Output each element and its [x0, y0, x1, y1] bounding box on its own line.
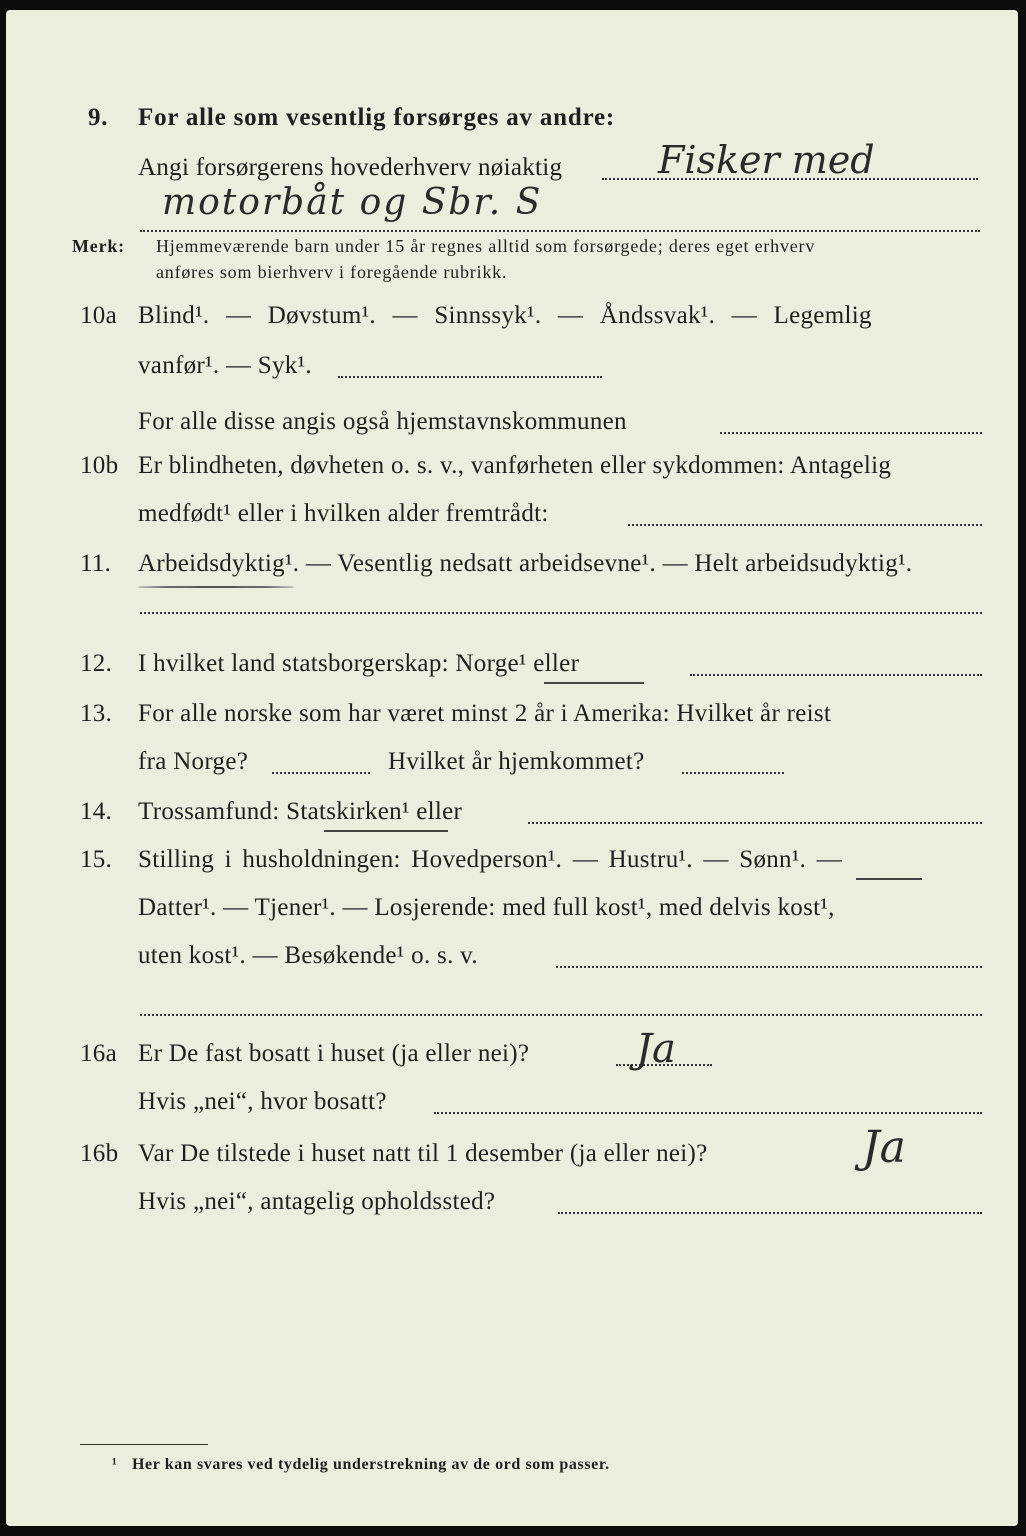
footnote-rule — [80, 1444, 208, 1445]
q11-number: 11. — [80, 550, 112, 577]
census-form-page — [6, 10, 1018, 1526]
q15-number: 15. — [80, 846, 113, 873]
q9-handwritten-answer-1: Fisker med — [658, 138, 875, 182]
footnote-marker: ¹ — [112, 1456, 118, 1473]
q14-line-1: Trossamfund: Statskirken¹ eller — [138, 798, 463, 825]
q10a-line-2: vanfør¹. — Syk¹. — [138, 352, 312, 379]
merk-line-2: anføres som bierhverv i foregående rubrikk. — [156, 262, 508, 282]
q10a-line-1: Blind¹. — Døvstum¹. — Sinnssyk¹. — Åndssvak¹. — Legemlig — [138, 302, 872, 329]
q12-underline-norge — [544, 682, 644, 684]
q9-prompt: Angi forsørgerens hovederhverv nøiaktig — [138, 154, 563, 181]
q9-answer-line-2 — [140, 230, 980, 232]
q13-line-2a: fra Norge? — [138, 748, 249, 775]
q12-number: 12. — [80, 650, 113, 677]
q16b-line-2: Hvis „nei“, antagelig opholdssted? — [138, 1188, 496, 1215]
q10a-number: 10a — [80, 302, 117, 329]
merk-label: Merk: — [72, 236, 125, 256]
q16b-line-1: Var De tilstede i huset natt til 1 desember (ja eller nei)? — [138, 1140, 708, 1167]
q15-line-2: Datter¹. — Tjener¹. — Losjerende: med full kost¹, med delvis kost¹, — [138, 894, 835, 921]
q16a-number: 16a — [80, 1040, 117, 1067]
q13-line-2b: Hvilket år hjemkommet? — [388, 748, 645, 775]
footnote-text: Her kan svares ved tydelig understrekning av de ord som passer. — [132, 1456, 610, 1473]
q10b-line-2: medfødt¹ eller i hvilken alder fremtrådt: — [138, 500, 549, 527]
q15-answer-line — [556, 966, 982, 968]
q15-extra-line — [140, 1014, 982, 1016]
q10a-line-3: For alle disse angis også hjemstavnskommunen — [138, 408, 627, 435]
footnote — [112, 1456, 610, 1474]
q15-underline-sonn — [856, 878, 922, 880]
q12-line-1: I hvilket land statsborgerskap: Norge¹ eller — [138, 650, 580, 677]
q10b-answer-line — [628, 524, 982, 526]
q9-number: 9. — [88, 104, 109, 131]
q10b-line-1: Er blindheten, døvheten o. s. v., vanførheten eller sykdommen: Antagelig — [138, 452, 892, 479]
q11-line-1: Arbeidsdyktig¹. — Vesentlig nedsatt arbeidsevne¹. — Helt arbeidsudyktig¹. — [138, 550, 913, 577]
merk-line-1: Hjemmeværende barn under 15 år regnes alltid som forsørgede; deres eget erhverv — [156, 236, 816, 256]
q16a-line-1: Er De fast bosatt i huset (ja eller nei)? — [138, 1040, 530, 1067]
q9-heading: For alle som vesentlig forsørges av andre: — [138, 104, 616, 131]
q13-line-1: For alle norske som har været minst 2 år i Amerika: Hvilket år reist — [138, 700, 832, 727]
q12-answer-line — [690, 674, 982, 676]
q16b-handwritten-answer: Ja — [862, 1122, 906, 1173]
q14-underline-statskirken — [324, 830, 448, 832]
q13-number: 13. — [80, 700, 113, 727]
q9-handwritten-answer-2: motorbåt og Sbr. S — [162, 182, 543, 223]
q11-underline-arbeidsdyktig — [138, 586, 294, 588]
q14-number: 14. — [80, 798, 113, 825]
q16a-where-line — [434, 1112, 982, 1114]
q16a-handwritten-answer: Ja — [636, 1026, 676, 1072]
q10a-sick-line — [338, 376, 602, 378]
q10a-municipality-line — [720, 432, 982, 434]
q16a-line-2: Hvis „nei“, hvor bosatt? — [138, 1088, 387, 1115]
q11-extra-line — [140, 612, 982, 614]
q16b-number: 16b — [80, 1140, 119, 1167]
q15-line-1: Stilling i husholdningen: Hovedperson¹. — Hustru¹. — Sønn¹. — — [138, 846, 843, 873]
q16b-where-line — [558, 1212, 982, 1214]
q13-year-left-line — [272, 772, 370, 774]
q14-answer-line — [528, 822, 982, 824]
q13-year-return-line — [682, 772, 784, 774]
q15-line-3: uten kost¹. — Besøkende¹ o. s. v. — [138, 942, 478, 969]
q10b-number: 10b — [80, 452, 119, 479]
